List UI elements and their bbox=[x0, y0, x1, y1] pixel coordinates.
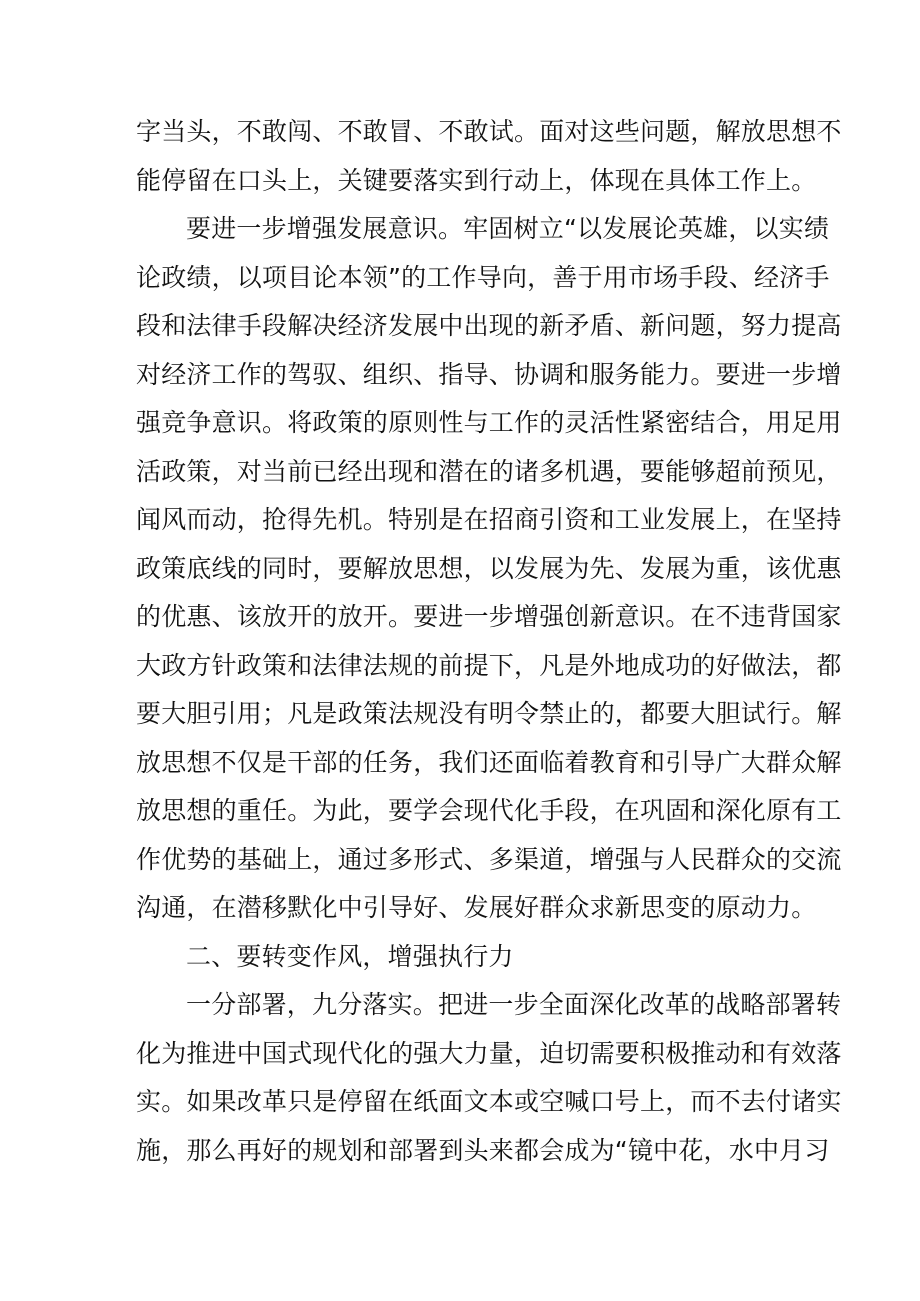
text-line: 对经济工作的驾驭、组织、指导、协调和服务能力。要进一步增 bbox=[136, 359, 842, 389]
paragraph-start-line: 一分部署，九分落实。把进一步全面深化改革的战略部署转 bbox=[186, 990, 842, 1019]
text-line: 论政绩，以项目论本领”的工作导向，善于用市场手段、经济手 bbox=[136, 262, 830, 292]
text-line: 要大胆引用；凡是政策法规没有明令禁止的，都要大胆试行。解 bbox=[136, 699, 842, 728]
text-line: 大政方针政策和法律法规的前提下，凡是外地成功的好做法，都 bbox=[136, 650, 842, 680]
text-line: 活政策，对当前已经出现和潜在的诸多机遇，要能够超前预见， bbox=[136, 456, 842, 486]
section-heading: 二、要转变作风，增强执行力 bbox=[186, 941, 514, 971]
paragraph-start-line: 要进一步增强发展意识。牢固树立“以发展论英雄，以实绩 bbox=[186, 214, 830, 243]
text-line: 沟通，在潜移默化中引导好、发展好群众求新思变的原动力。 bbox=[136, 893, 817, 922]
text-line: 政策底线的同时，要解放思想，以发展为先、发展为重，该优惠 bbox=[136, 553, 842, 583]
text-line: 段和法律手段解决经济发展中出现的新矛盾、新问题，努力提高 bbox=[136, 311, 842, 340]
text-line: 实。如果改革只是停留在纸面文本或空喊口号上，而不去付诸实 bbox=[136, 1087, 842, 1116]
text-line: 字当头，不敢闯、不敢冒、不敢试。面对这些问题，解放思想不 bbox=[136, 117, 842, 146]
body-text bbox=[136, 108, 842, 1175]
text-line: 作优势的基础上，通过多形式、多渠道，增强与人民群众的交流 bbox=[136, 844, 842, 874]
text-line: 放思想的重任。为此，要学会现代化手段，在巩固和深化原有工 bbox=[136, 796, 842, 825]
text-line: 施，那么再好的规划和部署到头来都会成为“镜中花，水中月习 bbox=[136, 1135, 830, 1165]
text-line: 强竞争意识。将政策的原则性与工作的灵活性紧密结合，用足用 bbox=[136, 408, 842, 437]
text-line: 化为推进中国式现代化的强大力量，迫切需要积极推动和有效落 bbox=[136, 1038, 842, 1068]
text-line: 的优惠、该放开的放开。要进一步增强创新意识。在不违背国家 bbox=[136, 602, 842, 631]
text-line: 放思想不仅是干部的任务，我们还面临着教育和引导广大群众解 bbox=[136, 747, 842, 777]
text-line: 闻风而动，抢得先机。特别是在招商引资和工业发展上，在坚持 bbox=[136, 505, 842, 534]
text-line: 能停留在口头上，关键要落实到行动上，体现在具体工作上。 bbox=[136, 165, 817, 195]
